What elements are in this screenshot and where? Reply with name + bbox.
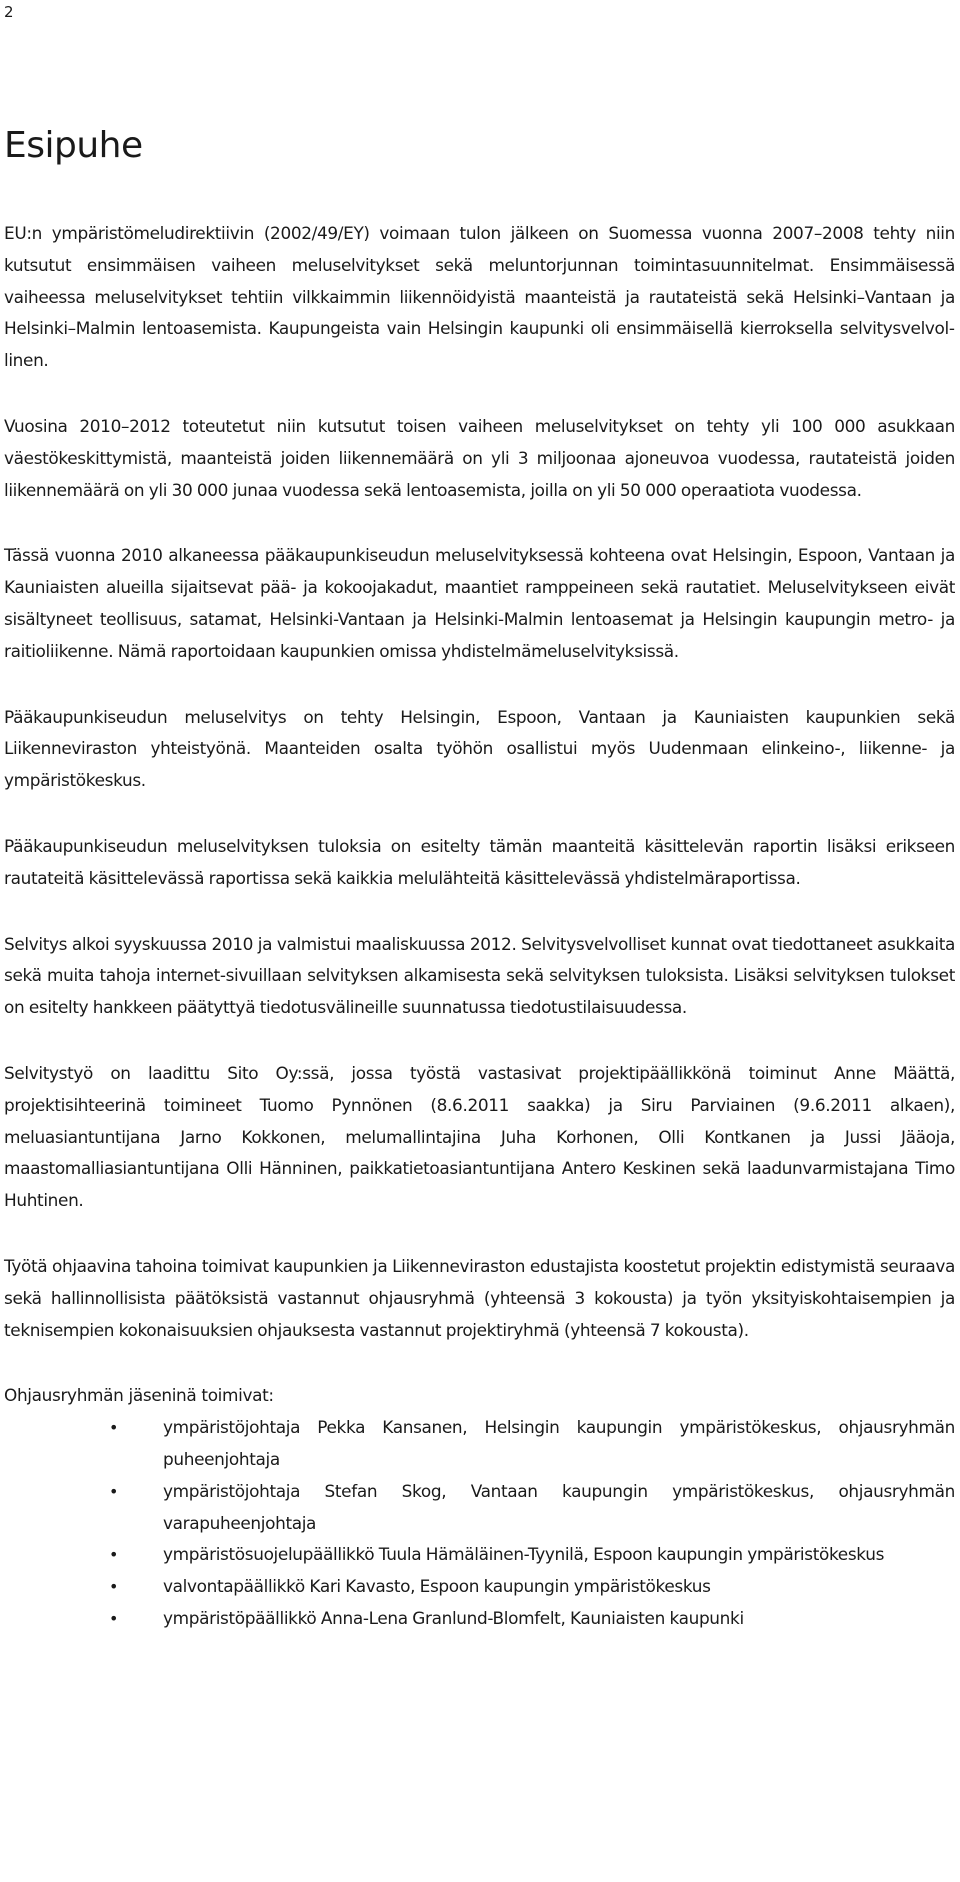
paragraph-cooperation: Pääkaupunkiseudun meluselvitys on tehty Helsingin, Espoon, Vantaan ja Kauniaisten kaupunkien sekä Liikenneviraston yhteistyönä. Maanteiden osalta työhön osallistui myös Uudenmaan elinkeino-, liikenne- ja ympäristökeskus. (4, 706, 955, 791)
body-text (4, 218, 955, 1635)
list-item (4, 1476, 955, 1540)
bullet-icon: • (109, 1577, 119, 1597)
list-item-text: ympäristöpäällikkö Anna-Lena Granlund-Blomfelt, Kauniaisten kaupunki (163, 1607, 744, 1628)
paragraph-directive: EU:n ympäristömeludirektiivin (2002/49/EY) voimaan tulon jälkeen on Suomessa vuonna 2007–2008 tehty niin kutsutut ensimmäisen vaiheen meluselvitykset sekä meluntorjunnan toimintasuunnitelmat. Ensimmäisessä vaiheessa meluselvitykset tehtiin vilkkaimmin liikennöidyistä maanteistä ja rautateistä sekä Helsinki–Vantaan ja Helsinki–Malmin lentoasemista. Kaupungeista vain Helsingin kaupunki oli ensimmäisellä kierroksella selvitysvelvollinen. (4, 223, 955, 371)
paragraph-second-phase: Vuosina 2010–2012 toteutetut niin kutsutut toisen vaiheen meluselvitykset on tehty yli 100 000 asukkaan väestökeskittymistä, maanteistä joiden liikennemäärä on yli 3 miljoonaa ajoneuvoa vuodessa, rautateistä joiden liikennemäärä on yli 30 000 junaa vuodessa sekä lentoasemista, joilla on yli 50 000 operaatiota vuodessa. (4, 415, 955, 500)
list-item-text: ympäristösuojelupäällikkö Tuula Hämäläinen-Tyynilä, Espoon kaupungin ympäristökeskus (163, 1544, 885, 1565)
bullet-icon: • (109, 1545, 119, 1565)
paragraph-authors: Selvitystyö on laadittu Sito Oy:ssä, jossa työstä vastasivat projektipäällikkönä toiminut Anne Määttä, projektisihteerinä toimineet Tuomo Pynnönen (8.6.2011 saakka) ja Siru Parviainen (9.6.2011 alkaen), meluasiantuntijana Jarno Kokkonen, melumallintajina Juha Korhonen, Olli Kontkanen ja Jussi Jääoja, maastomalliasiantuntijana Olli Hänninen, paikkatietoasiantuntijana Antero Keskinen sekä laadunvarmistajana Timo Huhtinen. (4, 1062, 955, 1211)
list-item-text: ympäristöjohtaja Stefan Skog, Vantaan kaupungin ympäristökeskus, ohjausryhmän varapuheenjohtaja (163, 1480, 955, 1533)
list-item (4, 1603, 955, 1635)
bullet-icon: • (109, 1481, 119, 1501)
list-item (4, 1571, 955, 1603)
paragraph-steering: Työtä ohjaavina tahoina toimivat kaupunkien ja Liikenneviraston edustajista koostetut projektin edistymistä seuraava sekä hallinnollisista päätöksistä vastannut ohjausryhmä (yhteensä 3 kokousta) ja työn yksityiskohtaisempien ja teknisempien kokonaisuuksien ohjauksesta vastannut projektiryhmä (yhteensä 7 kokousta). (4, 1255, 955, 1340)
members-list (4, 1412, 955, 1635)
bullet-icon: • (109, 1418, 119, 1438)
paragraph-schedule: Selvitys alkoi syyskuussa 2010 ja valmistui maaliskuussa 2012. Selvitysvelvolliset kunnat ovat tiedottaneet asukkaita sekä muita tahoja internet-sivuillaan selvityksen alkamisesta sekä selvityksen tuloksista. Lisäksi selvityksen tulokset on esitelty hankkeen päätyttyä tiedotusvälineille suunnatussa tiedotustilaisuudessa. (4, 933, 955, 1018)
list-item-text: ympäristöjohtaja Pekka Kansanen, Helsingin kaupungin ympäristökeskus, ohjausryhmän puheenjohtaja (163, 1417, 955, 1469)
list-item (4, 1539, 955, 1571)
bullet-icon: • (109, 1608, 119, 1628)
members-list-intro: Ohjausryhmän jäseninä toimivat: (4, 1385, 274, 1406)
list-item-text: valvontapäällikkö Kari Kavasto, Espoon kaupungin ympäristökeskus (163, 1576, 711, 1597)
paragraph-scope: Tässä vuonna 2010 alkaneessa pääkaupunkiseudun meluselvityksessä kohteena ovat Helsingin, Espoon, Vantaan ja Kauniaisten alueilla sijaitsevat pää- ja kokoojakadut, maantiet ramppeineen sekä rautatiet. Meluselvitykseen eivät sisältyneet teollisuus, satamat, Helsinki-Vantaan ja Helsinki-Malmin lentoasemat ja Helsingin kaupungin metro- ja raitioliikenne. Nämä raportoidaan kaupunkien omissa yhdistelmämeluselvityksissä. (4, 545, 955, 661)
page-title: Esipuhe (4, 125, 143, 166)
list-item (4, 1412, 955, 1476)
page-number: 2 (4, 3, 14, 21)
paragraph-reports: Pääkaupunkiseudun meluselvityksen tuloksia on esitelty tämän maanteitä käsittelevän raportin lisäksi erikseen rautateitä käsittelevässä raportissa sekä kaikkia melulähteitä käsittelevässä yhdistelmäraportissa. (4, 835, 955, 888)
